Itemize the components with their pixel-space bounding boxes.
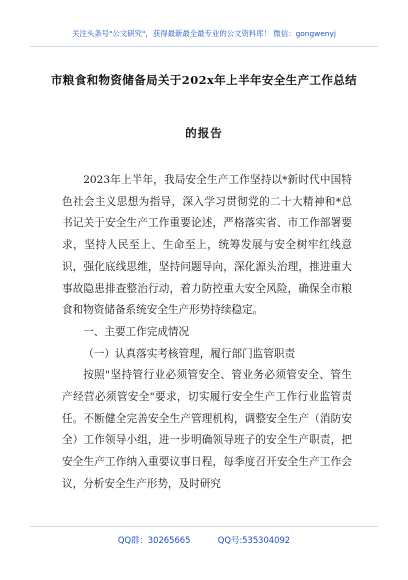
promo-banner: 关注头条号"公文研究"，获得最新最全最专业的公文资料库！ 微信：gongwenyj	[72, 29, 336, 38]
footer-divider	[30, 526, 378, 527]
qq-number: QQ号:535304092	[217, 535, 291, 545]
qq-group-number: QQ群：30265665	[117, 535, 191, 545]
contact-footer	[0, 530, 408, 550]
intro-paragraph: 2023年上半年，我局安全生产工作坚持以*新时代中国特色社会主义思想为指导，深入学习贯彻党的二十大精神和*总书记关于安全生产工作重要论述，严格落实省、市工作部署要求，坚持人民至上、生命至上，统筹发展与安全树牢红线意识，强化底线思维，坚持问题导向，深化源头治理，推进重大事故隐患排查整治行动，着力防控重大安全风险，确保全市粮食和物资储备系统安全生产形势持续稳定。	[62, 174, 352, 317]
document-title-continued: 的报告	[185, 126, 223, 140]
document-body	[62, 170, 352, 496]
document-title: 市粮食和物资储备局关于202x年上半年安全生产工作总结	[50, 73, 358, 87]
subsection-heading: （一）认真落实考核管理，履行部门监管职责	[83, 347, 296, 360]
section-heading: 一、主要工作完成情况	[83, 325, 190, 338]
body-paragraph: 按照"坚持管行业必须管安全、管业务必须管安全、管生产经营必须管安全"要求，切实履行安全生产工作行业监管责任。不断健全完善安全生产管理机构，调整安全生产（消防安全）工作领导小组，进一步明确领导班子的安全生产职责，把安全生产工作纳入重要议事日程，每季度召开安全生产工作会议，分析安全生产形势，及时研究	[62, 369, 352, 490]
header-divider	[30, 46, 378, 47]
